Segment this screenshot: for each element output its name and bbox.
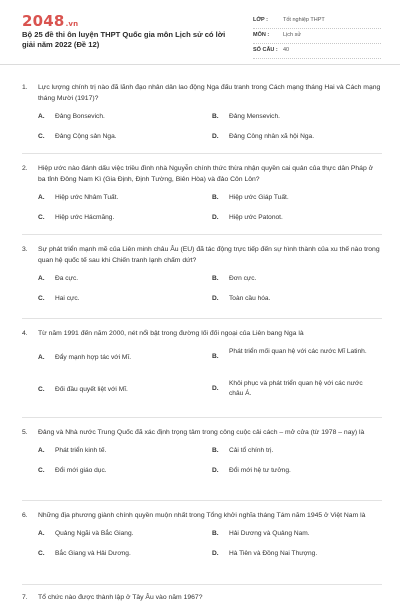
- info-key: MÔN :: [253, 32, 270, 38]
- question-text: Hiệp ước nào đánh dấu việc triều đình nhà Nguyễn chính thức thừa nhận quyền cai quản của thực dân Pháp ở ba tỉnh Đông Nam Kì (Gia Định, Định Tường, Biên Hòa) và đảo Côn Lôn?: [38, 165, 374, 183]
- question-4: [22, 328, 382, 403]
- answer-options: A. Đảng Bonsevich. B. Đảng Mensevich. C. Đảng Cộng sản Nga. D. Đảng Công nhân xã hội Nga.: [38, 113, 315, 140]
- question-1: [22, 82, 382, 148]
- info-value: Tốt nghiệp THPT: [283, 17, 325, 23]
- question-text: Những địa phương giành chính quyền muộn nhất trong Tổng khởi nghĩa tháng Tám năm 1945 ở Việt Nam là: [38, 512, 366, 519]
- question-2: [22, 163, 382, 229]
- question-number: 5.: [22, 429, 28, 436]
- info-row-count: [253, 44, 381, 59]
- question-6: [22, 510, 382, 565]
- question-7: [22, 592, 382, 603]
- question-text: Từ năm 1991 đến năm 2000, nét nổi bật trong đường lối đối ngoại của Liên bang Nga là: [38, 330, 304, 337]
- answer-options: A. Đa cực. B. Đơn cực. C. Hai cực. D. Toàn cầu hóa.: [38, 275, 271, 302]
- logo-text: 2048: [22, 12, 65, 30]
- info-row-class: [253, 14, 381, 29]
- divider: [22, 500, 382, 501]
- divider: [22, 584, 382, 585]
- question-text: Đảng và Nhà nước Trung Quốc đã xác định trọng tâm trong công cuộc cải cách – mở cửa (từ 1978 – nay) là: [38, 429, 365, 436]
- logo-suffix: .vn: [65, 20, 79, 28]
- exam-info: [253, 14, 381, 59]
- page-header: [0, 0, 400, 65]
- question-3: [22, 244, 382, 310]
- answer-options: A. Phát triển kinh tế. B. Cải tổ chính trị. C. Đổi mới giáo dục. D. Đổi mới hệ tư tưởng.: [38, 447, 291, 474]
- question-text: Lực lượng chính trị nào đã lãnh đạo nhân dân lao động Nga đấu tranh trong Cách mạng tháng Hai và Cách mạng tháng Mười (1917)?: [38, 84, 381, 102]
- site-logo[interactable]: [22, 12, 78, 30]
- info-key: LỚP :: [253, 17, 268, 23]
- answer-options: A. Quảng Ngãi và Bắc Giang. B. Hải Dương và Quảng Nam. C. Bắc Giang và Hải Dương. D. Hà Tiên và Đồng Nai Thượng.: [38, 530, 318, 557]
- question-number: 1.: [22, 84, 28, 91]
- divider: [22, 153, 382, 154]
- document-title: Bộ 25 đề thi ôn luyện THPT Quốc gia môn Lịch sử có lời giải năm 2022 (Đề 12): [22, 30, 226, 49]
- divider: [22, 417, 382, 418]
- info-row-subject: [253, 29, 381, 44]
- question-text: Sự phát triển mạnh mẽ của Liên minh châu Âu (EU) đã tác động trực tiếp đến sự hình thành của xu thế nào trong quan hệ quốc tế sau khi Chiến tranh lạnh chấm dứt?: [38, 246, 380, 264]
- info-value: 40: [283, 47, 290, 53]
- question-number: 3.: [22, 246, 28, 253]
- answer-options: A. Đẩy mạnh hợp tác với Mĩ. B. Phát triển mối quan hệ với các nước Mĩ Latinh. C. Đối đầu quyết liệt với Mĩ. D. Khôi phục và phát triển quan hệ với các nước châu Á.: [38, 348, 367, 397]
- question-text: Tổ chức nào được thành lập ở Tây Âu vào năm 1967?: [38, 594, 203, 601]
- question-number: 2.: [22, 165, 28, 172]
- question-number: 4.: [22, 330, 28, 337]
- info-key: SỐ CÂU :: [253, 47, 278, 53]
- divider: [22, 234, 382, 235]
- divider: [22, 318, 382, 319]
- answer-options: A. Hiệp ước Nhâm Tuất. B. Hiệp ước Giáp Tuất. C. Hiệp ước Hácmăng. D. Hiệp ước Patonot.: [38, 194, 289, 221]
- info-value: Lịch sử: [283, 32, 302, 38]
- question-number: 7.: [22, 594, 28, 601]
- question-number: 6.: [22, 512, 28, 519]
- question-5: [22, 427, 382, 482]
